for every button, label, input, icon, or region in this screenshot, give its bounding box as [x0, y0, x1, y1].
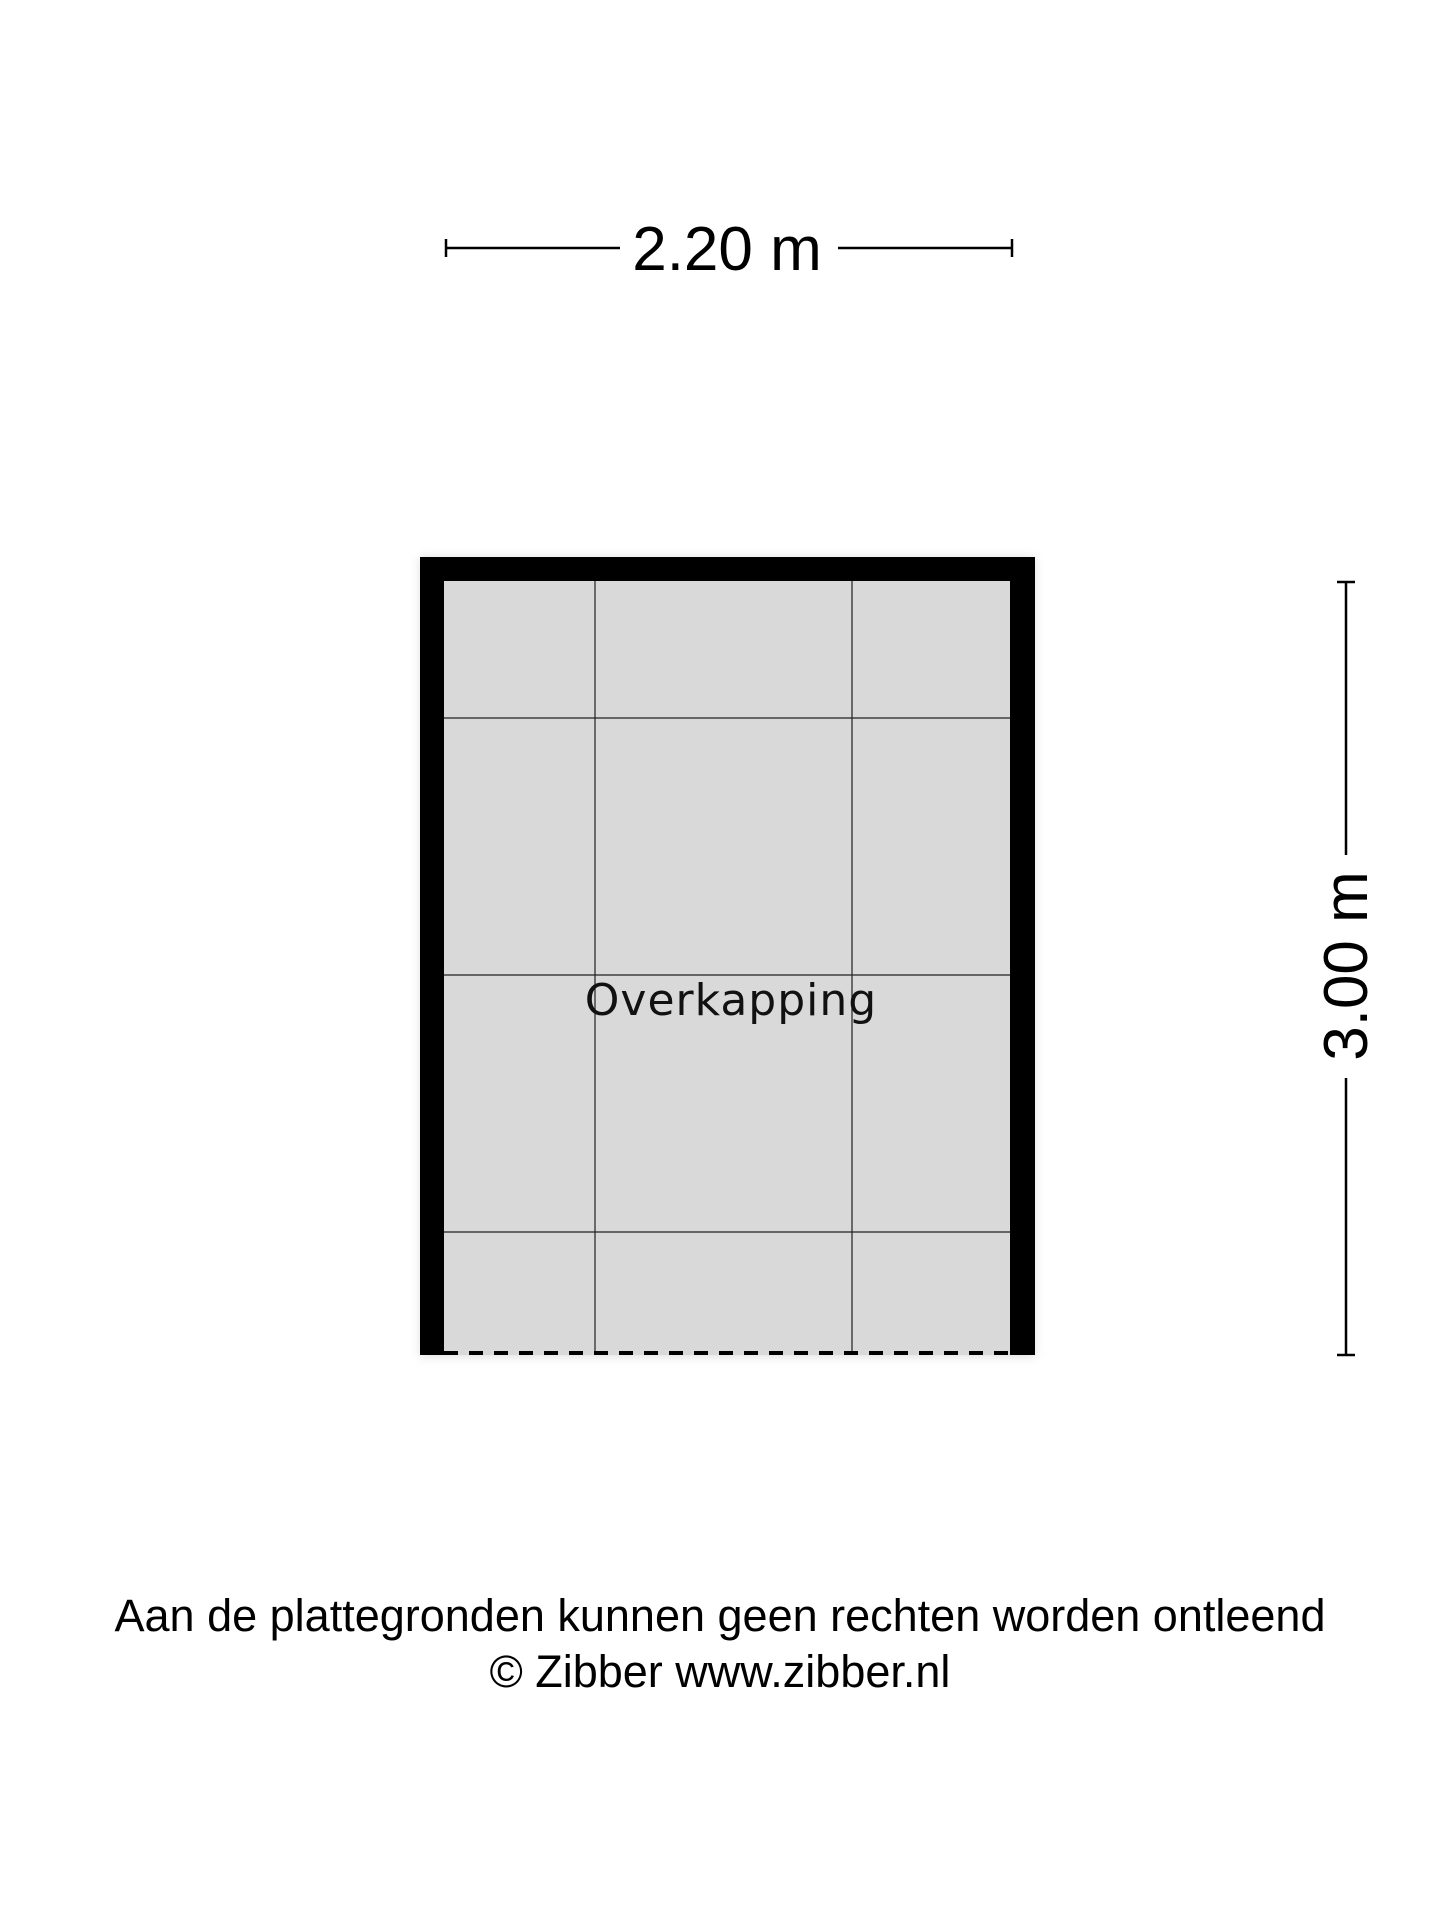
room-label: Overkapping [584, 975, 878, 1026]
room-overkapping [420, 557, 1035, 1357]
wall-top [420, 557, 1035, 581]
width-dimension-label: 2.20 m [632, 215, 822, 284]
room-floor [444, 581, 1010, 1355]
copyright-text: © Zibber www.zibber.nl [489, 1646, 951, 1697]
wall-left [420, 557, 444, 1355]
width-dimension [446, 215, 1012, 284]
wall-right [1010, 557, 1035, 1355]
disclaimer-text: Aan de plattegronden kunnen geen rechten worden ontleend [114, 1590, 1326, 1641]
height-dimension-label: 3.00 m [1312, 871, 1381, 1061]
height-dimension [1312, 582, 1381, 1355]
